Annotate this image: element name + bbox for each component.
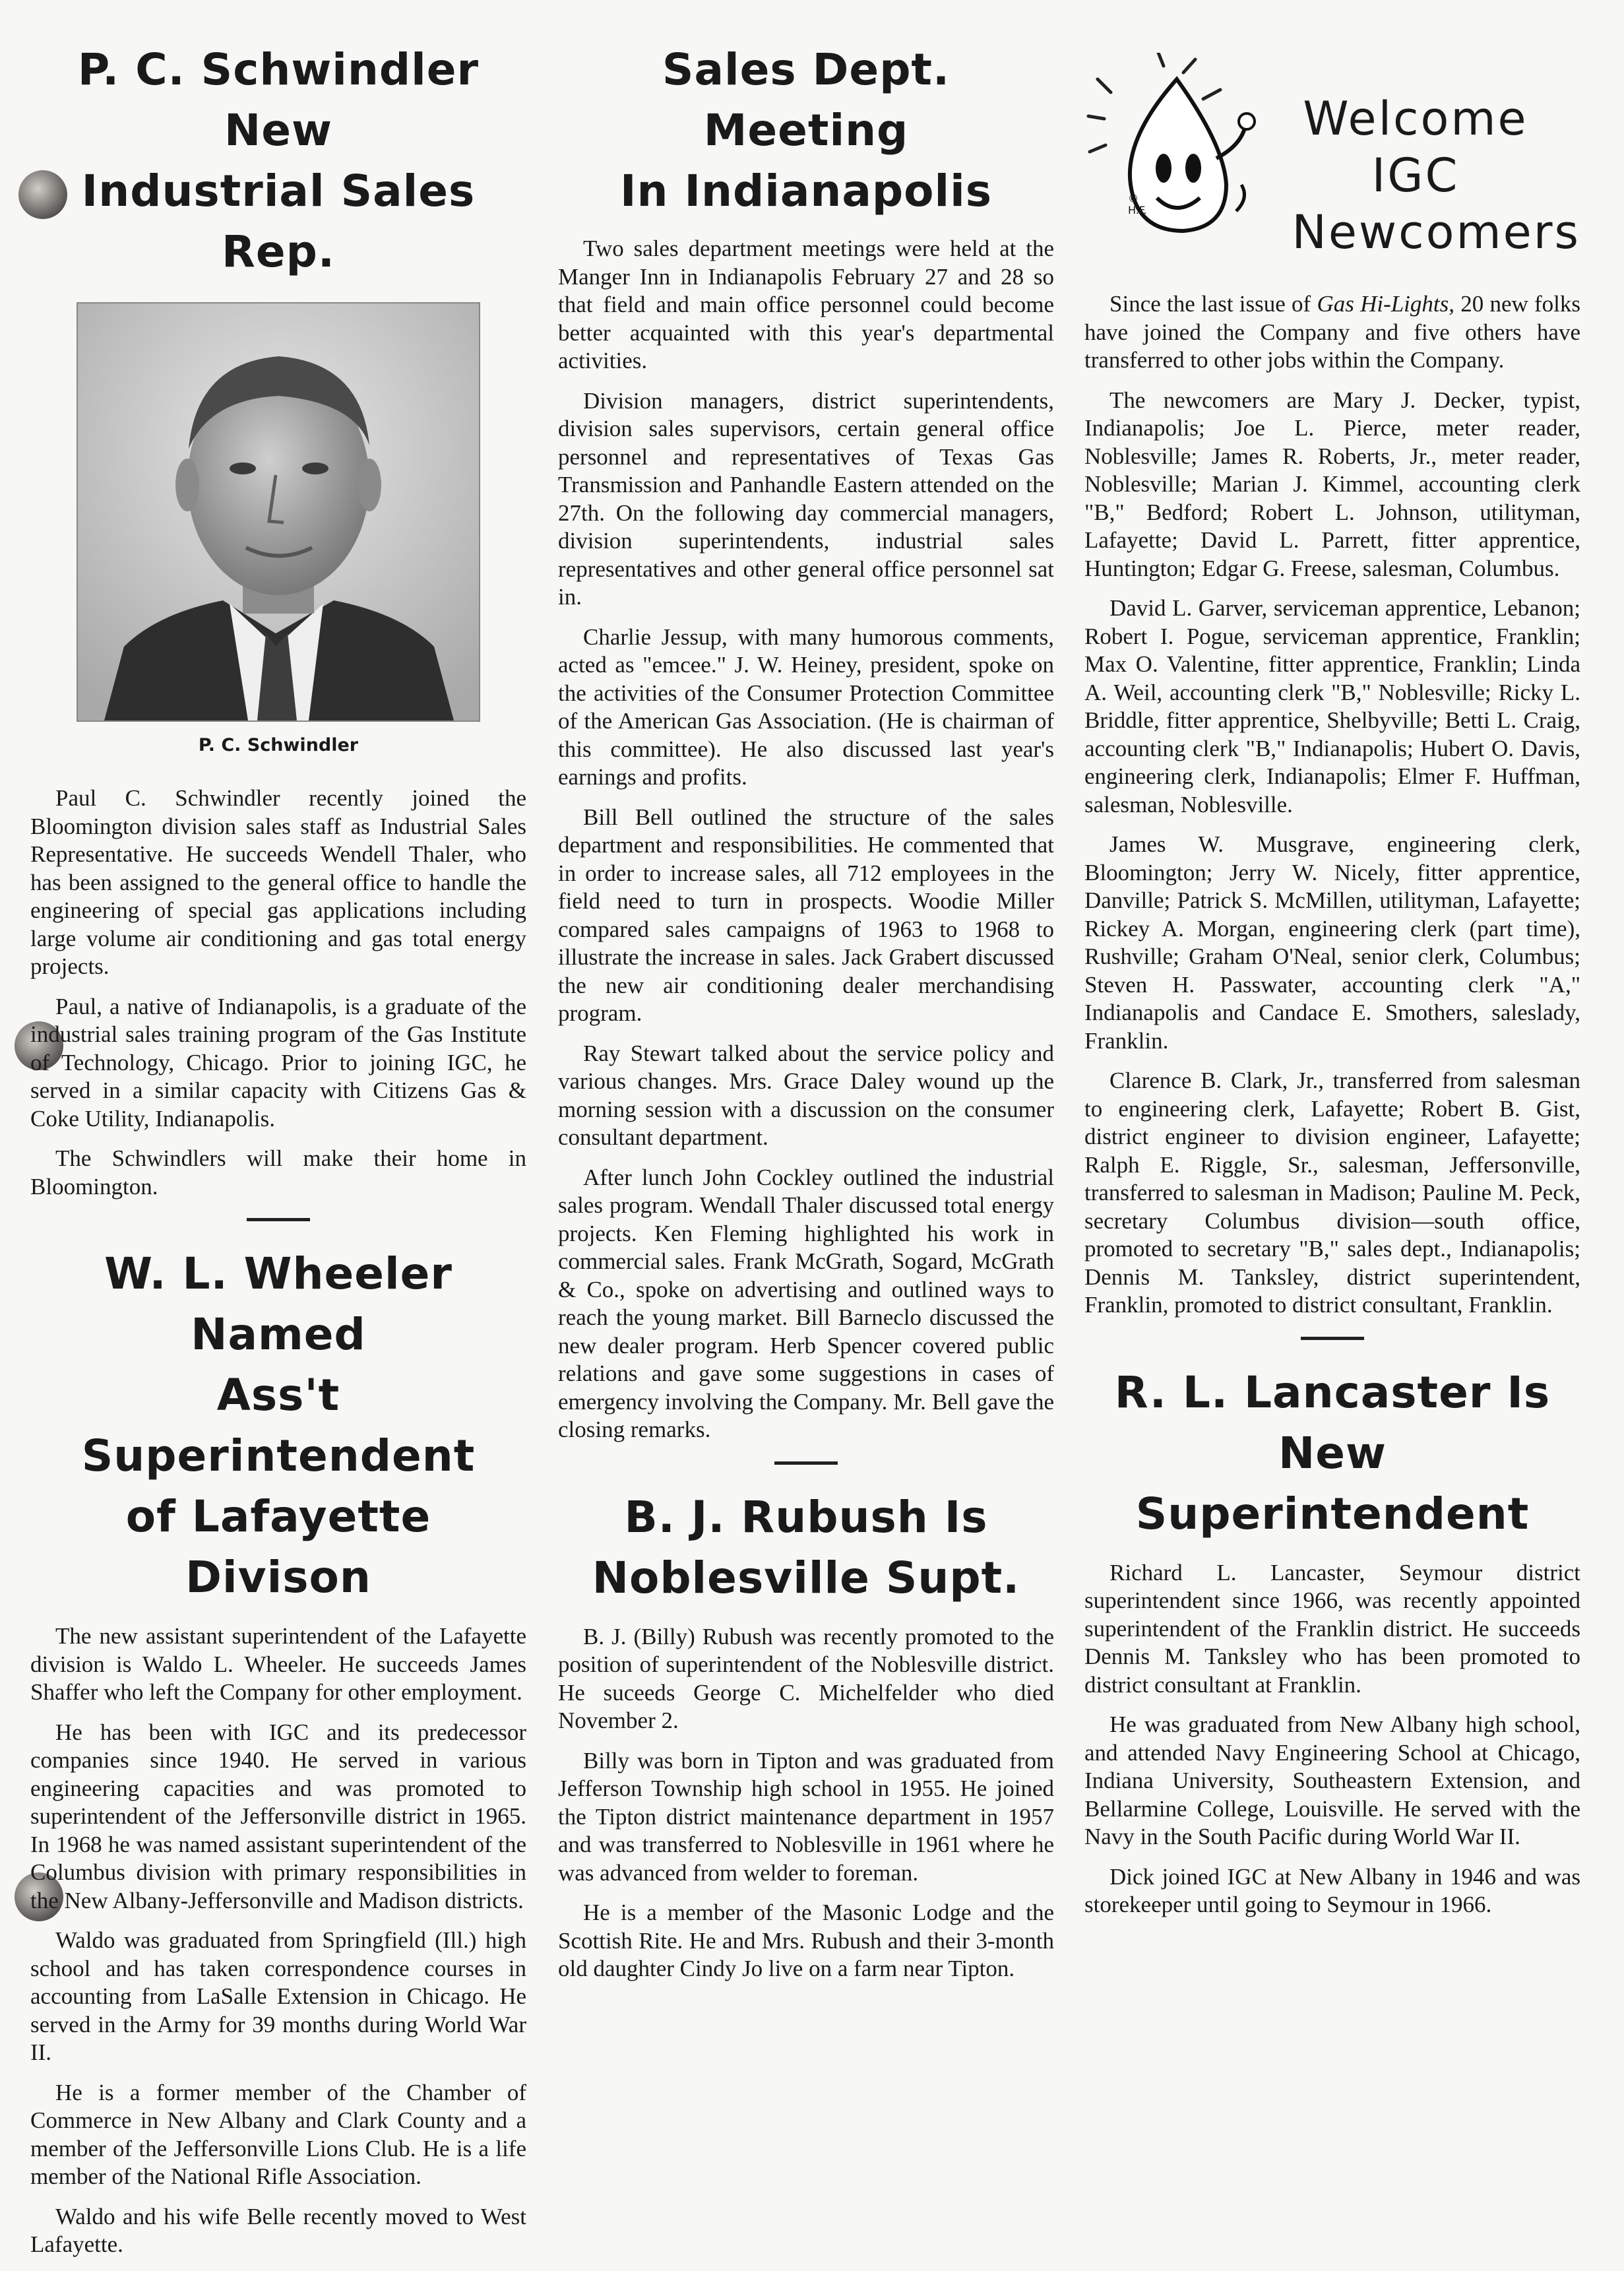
publication-name: Gas Hi-Lights, [1317, 291, 1455, 317]
article-lancaster [1084, 1362, 1580, 1919]
paragraph: Paul C. Schwindler recently joined the Bloomington division sales staff as Industrial Sales Representative. He succeeds Wendell Thaler, who has been assigned to the general office to handle the engineering of special gas applications including large volume air conditioning and gas total energy projects. [30, 785, 526, 979]
headline-wheeler: W. L. Wheeler Named Ass't Superintendent of Lafayette Divison [81, 1248, 476, 1603]
paragraph: David L. Garver, serviceman apprentice, Lebanon; Robert I. Pogue, serviceman apprentice, Franklin; Max O. Valentine, fitter apprentice, Franklin; Linda A. Weil, accounting clerk "B," Noblesville; Ricky L. Briddle, fitter apprentice, Shelbyville; Betti L. Craig, accounting clerk "B," Indianapolis; Hubert O. Davis, engineering clerk, Indianapolis; Elmer F. Huffman, salesman, Noblesville. [1084, 595, 1580, 817]
welcome-header [1084, 40, 1580, 290]
headline-rubush: B. J. Rubush Is Noblesville Supt. [592, 1491, 1020, 1603]
gas-flame-mascot-icon [1084, 53, 1256, 251]
column-middle [558, 40, 1054, 1995]
column-left [30, 40, 526, 2271]
paragraph: Ray Stewart talked about the service policy and various changes. Mrs. Grace Daley wound up the morning session with a discussion on the consumer consultant department. [558, 1040, 1054, 1150]
paragraph: James W. Musgrave, engineering clerk, Bloomington; Jerry W. Nicely, fitter apprentice, Danville; Patrick S. McMillen, utilityman, Lafayette; Rickey A. Morgan, engineering clerk (part time), Rushville; Graham O'Neal, senior clerk, Columbus; Steven H. Passwater, accounting clerk "A," Indianapolis and Candace E. Smothers, saleslady, Franklin. [1084, 831, 1580, 1054]
paragraph: Paul, a native of Indianapolis, is a graduate of the industrial sales training program of the Gas Institute of Technology, Chicago. Prior to joining IGC, he served in a similar capacity with Citizens Gas & Coke Utility, Indianapolis. [30, 993, 526, 1132]
headline-welcome-newcomers: Welcome IGC Newcomers [1292, 91, 1580, 259]
section-divider [774, 1461, 838, 1465]
paragraph: Charlie Jessup, with many humorous comments, acted as "emcee." J. W. Heiney, president, spoke on the activities of the Consumer Protection Committee of the American Gas Association. (He is chairman of this committee). He also discussed last year's earnings and profits. [558, 624, 1054, 790]
photo-caption: P. C. Schwindler [198, 735, 359, 755]
paragraph: Waldo and his wife Belle recently moved to West Lafayette. [30, 2203, 526, 2257]
paragraph: Waldo was graduated from Springfield (Ill.) high school and has taken correspondence courses in accounting from LaSalle Extension in Chicago. He served in the Army for 39 months during World War II. [30, 1927, 526, 2065]
paragraph: B. J. (Billy) Rubush was recently promoted to the position of superintendent of the Noblesville district. He suceeds George C. Michelfelder who died November 2. [558, 1623, 1054, 1733]
headline-lancaster: R. L. Lancaster Is New Superintendent [1114, 1366, 1551, 1539]
paragraph: Clarence B. Clark, Jr., transferred from salesman to engineering clerk, Lafayette; Robert B. Gist, district engineer to division engineer, Lafayette; Ralph E. Riggle, Sr., salesman, Jeffersonville, transferred to salesman in Madison; Pauline M. Peck, secretary Columbus division—south office, promoted to secretary "B," sales dept., Indianapolis; Dennis M. Tanksley, district superintendent, Franklin, promoted to district consultant, Franklin. [1084, 1068, 1580, 1318]
paragraph: Division managers, district superintendents, division sales supervisors, certain general office personnel and representatives of Texas Gas Transmission and Panhandle Eastern attended on the 27th. On the following day commercial managers, division superintendents, industrial sales representatives and other general office personnel sat in. [558, 387, 1054, 610]
paragraph: He is a member of the Masonic Lodge and the Scottish Rite. He and Mrs. Rubush and their 3-month old daughter Cindy Jo live on a farm near Tipton. [558, 1900, 1054, 1981]
headline-schwindler: P. C. Schwindler New Industrial Sales Rep. [77, 44, 480, 277]
paragraph: Billy was born in Tipton and was graduated from Jefferson Township high school in 1955. He joined the Tipton district maintenance department in 1957 and was transferred to Noblesville in 1961 where he was advanced from welder to foreman. [558, 1747, 1054, 1886]
paragraph: Dick joined IGC at New Albany in 1946 and was storekeeper until going to Seymour in 1966. [1084, 1863, 1580, 1917]
mascot-copyright-mark: © H.F. [1128, 192, 1147, 216]
article-schwindler [30, 40, 526, 1201]
article-sales-meeting [558, 40, 1054, 1444]
paragraph: Richard L. Lancaster, Seymour district superintendent since 1966, was recently appointed superintendent of the Franklin district. He succeeds Dennis M. Tanksley who has been promoted to district consultant at Franklin. [1084, 1559, 1580, 1698]
column-right [1084, 40, 1580, 1931]
paragraph: After lunch John Cockley outlined the industrial sales program. Wendall Thaler discussed total energy projects. Ken Fleming highlighted his work in commercial sales. Frank McGrath, Sogard, McGrath & Co., spoke on advertising and outlined ways to reach the young market. Bill Barneclo discussed the new dealer program. Herb Spencer covered public relations and gave some suggestions in cases of emergency involving the Company. Mr. Bell gave the closing remarks. [558, 1164, 1054, 1442]
paragraph: The Schwindlers will make their home in Bloomington. [30, 1145, 526, 1199]
portrait-photo [77, 302, 480, 722]
paragraph: The newcomers are Mary J. Decker, typist, Indianapolis; Joe L. Pierce, meter reader, Noblesville; James R. Roberts, Jr., meter reader, Noblesville; Marian J. Kimmel, accounting clerk "B," Bedford; Robert L. Johnson, utilityman, Lafayette; David L. Parrett, fitter apprentice, Huntington; Edgar G. Freese, salesman, Columbus. [1084, 387, 1580, 581]
paragraph: Bill Bell outlined the structure of the sales department and responsibilities. He commented that in order to increase sales, all 712 employees in the field need to turn in prospects. Woodie Miller compared sales campaigns of 1963 to 1968 to illustrate the increase in sales. Jack Grabert discussed the new air conditioning dealer merchandising program. [558, 804, 1054, 1026]
section-divider [1301, 1337, 1364, 1340]
paragraph-intro: Since the last issue of Gas Hi-Lights, 20 new folks have joined the Company and five others have transferred to other jobs within the Company. [1084, 291, 1581, 373]
portrait-illustration [78, 304, 479, 720]
article-welcome-newcomers [1084, 40, 1580, 1320]
paragraph: He is a former member of the Chamber of Commerce in New Albany and Clark County and a member of the Jeffersonville Lions Club. He is a life member of the National Rifle Association. [30, 2079, 526, 2189]
article-wheeler [30, 1244, 526, 2259]
paragraph: The new assistant superintendent of the Lafayette division is Waldo L. Wheeler. He succeeds James Shaffer who left the Company for other employment. [30, 1623, 526, 1705]
paragraph: He has been with IGC and its predecessor companies since 1940. He served in various engineering capacities and was promoted to superintendent of the Jeffersonville district in 1965. In 1968 he was named assistant superintendent of the Columbus division with primary responsibilities in the New Albany-Jeffersonville and Madison districts. [30, 1719, 526, 1913]
article-rubush [558, 1487, 1054, 1983]
headline-sales-meeting: Sales Dept. Meeting In Indianapolis [619, 44, 993, 216]
paragraph: Two sales department meetings were held at the Manger Inn in Indianapolis February 27 and 28 so that field and main office personnel could become better acquainted with this year's departmental activities. [558, 236, 1054, 373]
paragraph: He was graduated from New Albany high school, and attended Navy Engineering School at Chicago, Indiana University, Southeastern Extension, and Bellarmine College, Louisville. He served with the Navy in the South Pacific during World War II. [1084, 1711, 1580, 1849]
section-divider [247, 1218, 310, 1221]
